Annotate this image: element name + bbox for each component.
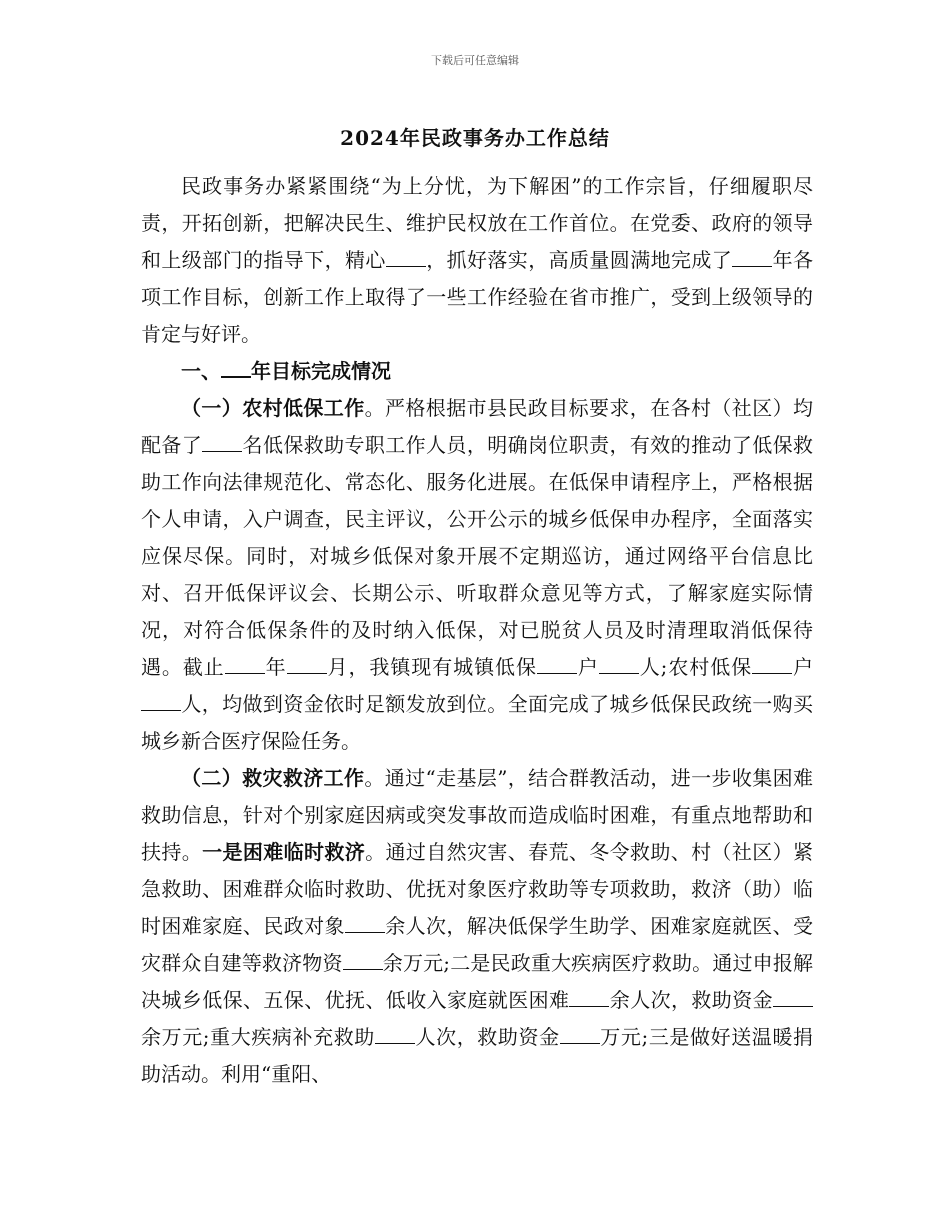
intro-paragraph	[141, 168, 813, 353]
text-run: 余万元;重大疾病补充救助	[141, 1025, 375, 1049]
blank-line	[287, 655, 327, 674]
text-run: 。通过“走基层”，结合群教活动，进一步收集困难救助信息，针对个别家庭因病或突发事故而造成临时困难，有重点地帮助和扶持。	[141, 766, 814, 864]
document-title: 2024年民政事务办工作总结	[340, 126, 610, 150]
blank-line	[560, 1025, 600, 1044]
text-run: 余万元;二是民政重大疾病医疗救助。通过申报解决城乡低保、五保、优抚、低收入家庭就医困难	[141, 951, 813, 1012]
text-run: 余人次，救助资金	[609, 988, 774, 1012]
text-run: 名低保救助专职工作人员，明确岗位职责，有效的推动了低保救助工作向法律规范化、常态化、服务化进展。在低保申请程序上，严格根据个人申请，入户调查，民主评议，公开公示的城乡低保申办程序，全面落实应保尽保。同时，对城乡低保对象开展不定期巡访，通过网络平台信息比对、召开低保评议会、长期公示、听取群众意见等方式，了解家庭实际情况，对符合低保条件的及时纳入低保，对已脱贫人员及时清理取消低保待遇。截止	[141, 433, 814, 679]
text-run: 余人次，解决低保学生助学、困难家庭就医、受灾群众自建等救济物资	[141, 914, 814, 975]
blank-line	[225, 655, 265, 674]
blank-line	[345, 914, 385, 933]
blank-line	[343, 951, 383, 970]
blank-line	[386, 248, 426, 267]
document-body	[141, 168, 813, 1093]
inline-heading: 一是困难临时救济	[202, 840, 366, 864]
blank-line	[569, 988, 609, 1007]
text-run: 一、	[181, 359, 221, 383]
blank-line	[202, 433, 242, 452]
text-run: 人次，救助资金	[414, 1025, 560, 1049]
text-run: 年目标完成情况	[251, 359, 391, 383]
text-run: 。通过自然灾害、春荒、冬令救助、村（社区）紧急救助、困难群众临时救助、优抚对象医疗救助等专项救助，救济（助）临时困难家庭、民政对象	[141, 840, 813, 938]
paragraph-rural-subsistence	[141, 390, 813, 760]
text-run: 人;农村低保	[638, 655, 753, 679]
blank-line	[599, 655, 639, 674]
text-run: 户	[576, 655, 599, 679]
subsection-heading: （一）农村低保工作	[181, 396, 365, 420]
text-run: 人，均做到资金依时足额发放到位。全面完成了城乡低保民政统一购买城乡新合医疗保险任务。	[141, 692, 813, 753]
blank-line	[537, 655, 577, 674]
section-heading-1	[141, 353, 813, 390]
text-run: 万元;三是做好送温暖捐助活动。利用“重阳、	[141, 1025, 813, 1086]
blank-line	[773, 988, 813, 1007]
header-note: 下载后可任意编辑	[431, 54, 519, 67]
subsection-heading: （二）救灾救济工作	[181, 766, 365, 790]
text-run: ，抓好落实，高质量圆满地完成了	[425, 248, 733, 272]
text-run: 。严格根据市县民政目标要求，在各村（社区）均配备了	[141, 396, 814, 457]
text-run: 户	[792, 655, 814, 679]
paragraph-disaster-relief	[141, 760, 813, 1093]
blank-line	[141, 692, 181, 711]
text-run: 月，我镇现有城镇低保	[326, 655, 537, 679]
text-run: 年各项工作目标，创新工作上取得了一些工作经验在省市推广，受到上级领导的肯定与好评。	[141, 248, 814, 346]
text-run: 民政事务办紧紧围绕“为上分忧，为下解困”的工作宗旨，仔细履职尽责，开拓创新，把解决民生、维护民权放在工作首位。在党委、政府的领导和上级部门的指导下，精心	[141, 174, 813, 272]
blank-line	[221, 358, 251, 378]
text-run: 年	[264, 655, 287, 679]
blank-line	[752, 655, 792, 674]
blank-line	[732, 248, 772, 267]
blank-line	[375, 1025, 415, 1044]
